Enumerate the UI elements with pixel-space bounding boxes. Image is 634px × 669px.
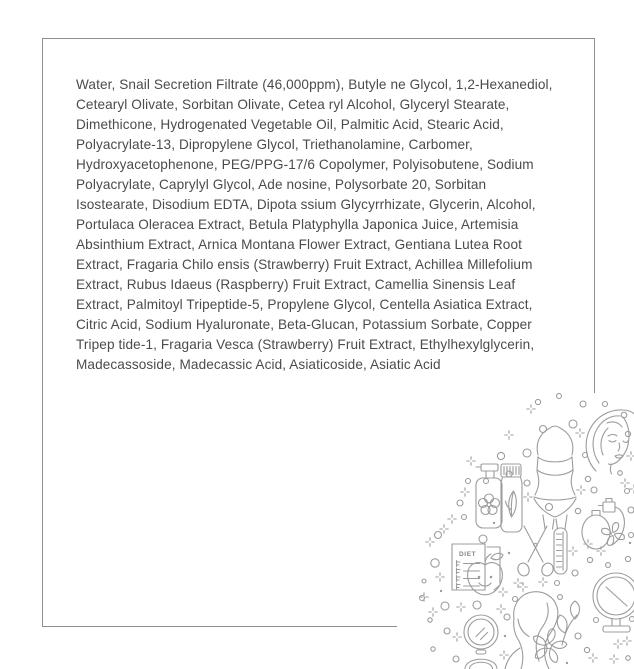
woman-face-icon [586,410,634,474]
diet-label: DIET [459,551,477,558]
vanity-mirror-icon [593,573,634,632]
ingredients-line: Isostearate, Disodium EDTA, Dipota ssium Glycyrrhizate, Glycerin, Alcohol, [76,197,536,212]
ingredients-line: Hydroxyacetophenone, PEG/PPG-17/6 Copolymer, Polyisobutene, Sodium [76,157,534,172]
ingredients-line: Absinthium Extract, Arnica Montana Flower Extract, Gentiana Lutea Root [76,237,522,252]
bikini-body-icon [534,426,576,529]
ingredients-line: Polyacrylate, Caprylyl Glycol, Ade nosine, Polysorbate 20, Sorbitan [76,177,487,192]
compact-mirror-icon [464,615,498,669]
ingredients-text [76,75,553,375]
comb-icon [554,528,567,574]
ingredients-line: Tripep tide-1, Fragaria Vesca (Strawberry) Fruit Extract, Ethylhexylglycerin, [76,337,535,352]
ingredients-line: Polyacrylate-13, Dipropylene Glycol, Triethanolamine, Carbomer, [76,137,473,152]
ingredients-line: Dimethicone, Hydrogenated Vegetable Oil, Palmitic Acid, Stearic Acid, [76,117,504,132]
ingredients-line: Extract, Fragaria Chilo ensis (Strawberry) Fruit Extract, Achillea Millefolium [76,257,533,272]
ingredients-line: Extract, Palmitoyl Tripeptide-5, Propylene Glycol, Centella Asiatica Extract, [76,297,533,312]
ingredients-line: Madecassoside, Madecassic Acid, Asiaticoside, Asiatic Acid [76,357,441,372]
diet-checklist-icon [452,544,500,590]
pinwheel-flower-icon [602,523,625,546]
cosmetic-pump-bottle-icon [476,464,502,528]
ingredients-line: Water, Snail Secretion Filtrate (46,000ppm), Butyle ne Glycol, 1,2-Hexanediol, [76,77,553,92]
scissors-icon [516,526,555,578]
beauty-pattern-illustration [397,393,634,669]
ingredients-line: Citric Acid, Sodium Hyaluronate, Beta-Glucan, Potassium Sorbate, Copper [76,317,532,332]
ingredients-line: Extract, Rubus Idaeus (Raspberry) Fruit Extract, Camellia Sinensis Leaf [76,277,516,292]
scatter-sparkles [420,405,634,663]
ingredients-line: Portulaca Oleracea Extract, Betula Platyphylla Japonica Juice, Artemisia [76,217,519,232]
ingredients-line: Cetearyl Olivate, Sorbitan Olivate, Cetea ryl Alcohol, Glyceryl Stearate, [76,97,510,112]
